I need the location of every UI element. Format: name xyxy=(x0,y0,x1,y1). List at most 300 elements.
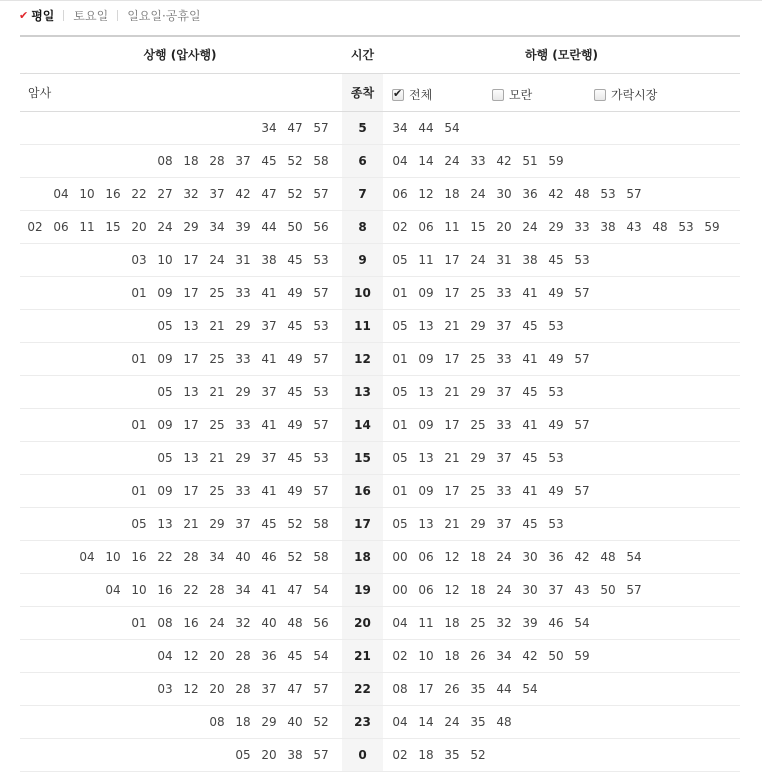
down-minute: 53 xyxy=(548,451,564,465)
up-minute: 12 xyxy=(183,682,199,696)
up-minute: 25 xyxy=(209,352,225,366)
top-divider xyxy=(0,0,762,1)
up-minute: 03 xyxy=(157,682,173,696)
filter-moran[interactable] xyxy=(492,86,532,103)
day-type-tabs xyxy=(19,6,201,24)
down-minute: 29 xyxy=(470,319,486,333)
up-departures xyxy=(20,673,334,705)
up-minute: 57 xyxy=(313,682,329,696)
down-minute: 48 xyxy=(574,187,590,201)
down-minute: 54 xyxy=(444,121,460,135)
hour-label: 8 xyxy=(342,211,383,243)
down-minute: 11 xyxy=(444,220,460,234)
down-direction-title: 하행 (모란행) xyxy=(524,48,599,62)
up-minute: 47 xyxy=(261,187,277,201)
up-minute: 09 xyxy=(157,418,173,432)
up-minute: 28 xyxy=(183,550,199,564)
up-minute: 46 xyxy=(261,550,277,564)
timetable-row xyxy=(20,178,740,211)
up-minute: 57 xyxy=(313,286,329,300)
down-minute: 37 xyxy=(548,583,564,597)
up-minute: 20 xyxy=(261,748,277,762)
down-minute: 24 xyxy=(496,550,512,564)
down-minute: 12 xyxy=(444,550,460,564)
tab-sunday-holiday[interactable] xyxy=(127,7,200,24)
down-minute: 49 xyxy=(548,484,564,498)
up-minute: 45 xyxy=(287,649,303,663)
up-minute: 32 xyxy=(235,616,251,630)
down-minute: 24 xyxy=(470,253,486,267)
down-minute: 14 xyxy=(418,154,434,168)
up-minute: 13 xyxy=(157,517,173,531)
up-minute: 03 xyxy=(131,253,147,267)
down-minute: 25 xyxy=(470,484,486,498)
up-departures xyxy=(20,178,334,210)
up-minute: 57 xyxy=(313,748,329,762)
up-minute: 17 xyxy=(183,352,199,366)
timetable-row xyxy=(20,277,740,310)
down-minute: 42 xyxy=(496,154,512,168)
up-minute: 37 xyxy=(209,187,225,201)
down-minute: 04 xyxy=(392,616,408,630)
up-minute: 29 xyxy=(209,517,225,531)
up-minute: 33 xyxy=(235,286,251,300)
down-minute: 36 xyxy=(522,187,538,201)
down-minute: 02 xyxy=(392,220,408,234)
hour-label: 9 xyxy=(342,244,383,276)
down-minute: 37 xyxy=(496,319,512,333)
up-minute: 37 xyxy=(261,682,277,696)
up-minute: 50 xyxy=(287,220,303,234)
down-minute: 43 xyxy=(574,583,590,597)
down-minute: 35 xyxy=(470,682,486,696)
up-minute: 17 xyxy=(183,253,199,267)
up-minute: 45 xyxy=(287,253,303,267)
up-minute: 34 xyxy=(235,583,251,597)
down-minute: 02 xyxy=(392,748,408,762)
station-filter-row xyxy=(20,74,740,112)
down-minute: 41 xyxy=(522,484,538,498)
up-minute: 11 xyxy=(79,220,95,234)
up-minute: 10 xyxy=(157,253,173,267)
down-minute: 34 xyxy=(392,121,408,135)
down-minute: 41 xyxy=(522,286,538,300)
up-minute: 05 xyxy=(157,319,173,333)
up-minute: 24 xyxy=(157,220,173,234)
up-minute: 57 xyxy=(313,121,329,135)
up-minute: 34 xyxy=(209,220,225,234)
up-minute: 32 xyxy=(183,187,199,201)
down-minute: 33 xyxy=(496,418,512,432)
down-minute: 17 xyxy=(444,418,460,432)
up-departures xyxy=(20,211,334,243)
hour-label: 22 xyxy=(342,673,383,705)
up-minute: 45 xyxy=(287,319,303,333)
down-minute: 54 xyxy=(626,550,642,564)
up-departures xyxy=(20,574,334,606)
down-minute: 01 xyxy=(392,286,408,300)
up-minute: 45 xyxy=(261,154,277,168)
timetable-row xyxy=(20,574,740,607)
down-minute: 04 xyxy=(392,154,408,168)
up-minute: 17 xyxy=(183,418,199,432)
up-station-label: 암사 xyxy=(28,86,52,100)
down-minute: 52 xyxy=(470,748,486,762)
up-minute: 53 xyxy=(313,319,329,333)
down-minute: 48 xyxy=(600,550,616,564)
down-minute: 25 xyxy=(470,352,486,366)
down-minute: 42 xyxy=(574,550,590,564)
down-minute: 41 xyxy=(522,418,538,432)
up-minute: 47 xyxy=(287,121,303,135)
down-minute: 08 xyxy=(392,682,408,696)
up-minute: 21 xyxy=(209,451,225,465)
checkbox-all[interactable] xyxy=(392,89,404,101)
up-minute: 42 xyxy=(235,187,251,201)
down-minute: 00 xyxy=(392,550,408,564)
down-minute: 21 xyxy=(444,451,460,465)
down-minute: 13 xyxy=(418,319,434,333)
up-minute: 57 xyxy=(313,484,329,498)
down-minute: 05 xyxy=(392,451,408,465)
down-minute: 24 xyxy=(496,583,512,597)
down-minute: 25 xyxy=(470,616,486,630)
down-minute: 09 xyxy=(418,484,434,498)
up-departures xyxy=(20,508,334,540)
up-minute: 04 xyxy=(157,649,173,663)
up-departures xyxy=(20,442,334,474)
down-minute: 49 xyxy=(548,352,564,366)
up-minute: 09 xyxy=(157,352,173,366)
checkbox-garak-market[interactable] xyxy=(594,89,606,101)
tab-separator xyxy=(117,10,118,21)
down-minute: 37 xyxy=(496,385,512,399)
up-minute: 04 xyxy=(105,583,121,597)
up-minute: 08 xyxy=(157,616,173,630)
up-minute: 38 xyxy=(261,253,277,267)
down-minute: 09 xyxy=(418,286,434,300)
hour-label: 11 xyxy=(342,310,383,342)
timetable-row xyxy=(20,442,740,475)
down-minute: 26 xyxy=(444,682,460,696)
up-minute: 53 xyxy=(313,253,329,267)
up-minute: 45 xyxy=(261,517,277,531)
down-minute: 14 xyxy=(418,715,434,729)
down-minute: 59 xyxy=(574,649,590,663)
timetable-row xyxy=(20,475,740,508)
hour-label: 13 xyxy=(342,376,383,408)
up-minute: 34 xyxy=(209,550,225,564)
up-minute: 49 xyxy=(287,352,303,366)
timetable-header xyxy=(20,37,740,74)
down-minute: 06 xyxy=(418,550,434,564)
up-minute: 37 xyxy=(261,385,277,399)
up-minute: 54 xyxy=(313,649,329,663)
up-minute: 38 xyxy=(287,748,303,762)
timetable-row xyxy=(20,112,740,145)
up-minute: 24 xyxy=(209,616,225,630)
hour-label: 21 xyxy=(342,640,383,672)
down-minute: 57 xyxy=(574,352,590,366)
hour-label: 12 xyxy=(342,343,383,375)
down-minute: 24 xyxy=(470,187,486,201)
hour-label: 20 xyxy=(342,607,383,639)
down-minute: 29 xyxy=(470,451,486,465)
down-minute: 53 xyxy=(574,253,590,267)
down-minute: 30 xyxy=(522,550,538,564)
down-minute: 54 xyxy=(574,616,590,630)
tab-sunday-holiday-label: 일요일·공휴일 xyxy=(127,8,201,23)
up-minute: 29 xyxy=(261,715,277,729)
up-minute: 58 xyxy=(313,154,329,168)
down-minute: 18 xyxy=(470,550,486,564)
down-minute: 17 xyxy=(444,286,460,300)
up-minute: 10 xyxy=(131,583,147,597)
down-minute: 53 xyxy=(548,517,564,531)
up-minute: 28 xyxy=(209,583,225,597)
up-minute: 06 xyxy=(53,220,69,234)
down-minute: 57 xyxy=(574,286,590,300)
timetable-row xyxy=(20,343,740,376)
up-minute: 20 xyxy=(209,649,225,663)
up-minute: 45 xyxy=(287,451,303,465)
up-minute: 13 xyxy=(183,451,199,465)
down-minute: 00 xyxy=(392,583,408,597)
down-minute: 42 xyxy=(548,187,564,201)
down-minute: 33 xyxy=(496,484,512,498)
down-minute: 49 xyxy=(548,418,564,432)
hour-label: 15 xyxy=(342,442,383,474)
hour-label: 10 xyxy=(342,277,383,309)
terminal-label: 종착 xyxy=(342,74,383,111)
down-minute: 33 xyxy=(574,220,590,234)
up-minute: 48 xyxy=(287,616,303,630)
up-minute: 01 xyxy=(131,616,147,630)
up-minute: 47 xyxy=(287,682,303,696)
down-minute: 18 xyxy=(444,187,460,201)
up-departures xyxy=(20,310,334,342)
down-minute: 41 xyxy=(522,352,538,366)
down-minute: 44 xyxy=(418,121,434,135)
down-minute: 57 xyxy=(574,418,590,432)
up-minute: 39 xyxy=(235,220,251,234)
up-minute: 05 xyxy=(131,517,147,531)
down-minute: 53 xyxy=(600,187,616,201)
down-minute: 57 xyxy=(626,187,642,201)
up-minute: 52 xyxy=(313,715,329,729)
down-minute: 06 xyxy=(392,187,408,201)
up-minute: 29 xyxy=(183,220,199,234)
up-minute: 31 xyxy=(235,253,251,267)
up-minute: 41 xyxy=(261,418,277,432)
down-minute: 49 xyxy=(548,286,564,300)
hour-label: 6 xyxy=(342,145,383,177)
up-minute: 15 xyxy=(105,220,121,234)
up-minute: 09 xyxy=(157,286,173,300)
up-minute: 41 xyxy=(261,352,277,366)
down-minute: 39 xyxy=(522,616,538,630)
up-minute: 41 xyxy=(261,484,277,498)
timetable-row xyxy=(20,607,740,640)
up-minute: 37 xyxy=(261,319,277,333)
down-minute: 13 xyxy=(418,517,434,531)
down-minute: 53 xyxy=(548,385,564,399)
up-minute: 05 xyxy=(157,451,173,465)
up-minute: 05 xyxy=(235,748,251,762)
down-minute: 37 xyxy=(496,451,512,465)
down-minute: 15 xyxy=(470,220,486,234)
down-minute: 30 xyxy=(496,187,512,201)
down-minute: 29 xyxy=(470,517,486,531)
tab-weekday[interactable] xyxy=(19,7,54,24)
up-minute: 04 xyxy=(79,550,95,564)
up-minute: 28 xyxy=(235,649,251,663)
down-minute: 42 xyxy=(522,649,538,663)
down-minute: 20 xyxy=(496,220,512,234)
up-minute: 56 xyxy=(313,220,329,234)
up-minute: 21 xyxy=(183,517,199,531)
timetable-row xyxy=(20,376,740,409)
up-minute: 25 xyxy=(209,418,225,432)
up-minute: 20 xyxy=(131,220,147,234)
down-minute: 05 xyxy=(392,517,408,531)
time-column-title: 시간 xyxy=(350,48,375,62)
down-minute: 11 xyxy=(418,253,434,267)
up-minute: 52 xyxy=(287,187,303,201)
checkbox-moran[interactable] xyxy=(492,89,504,101)
down-minute: 05 xyxy=(392,319,408,333)
up-departures xyxy=(20,475,334,507)
up-minute: 37 xyxy=(235,154,251,168)
up-minute: 52 xyxy=(287,154,303,168)
up-departures xyxy=(20,640,334,672)
up-minute: 21 xyxy=(209,385,225,399)
down-minute: 18 xyxy=(444,616,460,630)
up-minute: 58 xyxy=(313,550,329,564)
down-minute: 38 xyxy=(600,220,616,234)
down-minute: 50 xyxy=(600,583,616,597)
up-departures xyxy=(20,145,334,177)
down-minute: 46 xyxy=(548,616,564,630)
up-departures xyxy=(20,607,334,639)
hour-label: 18 xyxy=(342,541,383,573)
timetable-row xyxy=(20,409,740,442)
up-minute: 17 xyxy=(183,484,199,498)
up-minute: 08 xyxy=(209,715,225,729)
filter-all[interactable] xyxy=(392,86,432,103)
down-minute: 32 xyxy=(496,616,512,630)
down-minute: 57 xyxy=(574,484,590,498)
down-minute: 24 xyxy=(522,220,538,234)
up-minute: 52 xyxy=(287,517,303,531)
timetable xyxy=(20,35,740,772)
up-minute: 25 xyxy=(209,286,225,300)
down-minute: 26 xyxy=(470,649,486,663)
up-minute: 02 xyxy=(27,220,43,234)
up-minute: 58 xyxy=(313,517,329,531)
down-minute: 21 xyxy=(444,319,460,333)
up-departures xyxy=(20,277,334,309)
down-minute: 13 xyxy=(418,385,434,399)
up-minute: 21 xyxy=(209,319,225,333)
down-minute: 45 xyxy=(522,517,538,531)
up-minute: 40 xyxy=(235,550,251,564)
up-departures xyxy=(20,244,334,276)
up-minute: 01 xyxy=(131,352,147,366)
down-minute: 33 xyxy=(496,286,512,300)
timetable-row xyxy=(20,673,740,706)
up-minute: 36 xyxy=(261,649,277,663)
up-direction-title: 상행 (압사행) xyxy=(143,48,217,62)
up-minute: 01 xyxy=(131,418,147,432)
tab-saturday[interactable] xyxy=(73,7,108,24)
up-departures xyxy=(20,706,334,738)
filter-garak-market[interactable] xyxy=(594,86,657,103)
up-minute: 45 xyxy=(287,385,303,399)
down-minute: 18 xyxy=(470,583,486,597)
up-minute: 20 xyxy=(209,682,225,696)
up-minute: 16 xyxy=(131,550,147,564)
filter-garak-market-label: 가락시장 xyxy=(611,88,658,102)
down-minute: 51 xyxy=(522,154,538,168)
timetable-row xyxy=(20,244,740,277)
hour-label: 23 xyxy=(342,706,383,738)
down-minute: 37 xyxy=(496,517,512,531)
filter-moran-label: 모란 xyxy=(509,88,533,102)
down-minute: 24 xyxy=(444,154,460,168)
up-minute: 52 xyxy=(287,550,303,564)
tab-separator xyxy=(63,10,64,21)
up-minute: 08 xyxy=(157,154,173,168)
down-minute: 33 xyxy=(470,154,486,168)
down-minute: 06 xyxy=(418,220,434,234)
up-minute: 49 xyxy=(287,418,303,432)
down-minute: 17 xyxy=(444,484,460,498)
timetable-row xyxy=(20,541,740,574)
up-minute: 22 xyxy=(157,550,173,564)
down-minute: 35 xyxy=(444,748,460,762)
timetable-row xyxy=(20,739,740,772)
hour-label: 17 xyxy=(342,508,383,540)
down-minute: 34 xyxy=(496,649,512,663)
up-minute: 57 xyxy=(313,418,329,432)
timetable-row xyxy=(20,145,740,178)
down-minute: 45 xyxy=(522,319,538,333)
timetable-row xyxy=(20,310,740,343)
up-minute: 49 xyxy=(287,286,303,300)
up-minute: 40 xyxy=(287,715,303,729)
down-minute: 01 xyxy=(392,418,408,432)
down-minute: 06 xyxy=(418,583,434,597)
down-minute: 59 xyxy=(704,220,720,234)
down-minute: 17 xyxy=(418,682,434,696)
up-minute: 27 xyxy=(157,187,173,201)
up-minute: 53 xyxy=(313,385,329,399)
down-minute: 35 xyxy=(470,715,486,729)
up-departures xyxy=(20,112,334,144)
down-minute: 24 xyxy=(444,715,460,729)
down-minute: 57 xyxy=(626,583,642,597)
up-minute: 44 xyxy=(261,220,277,234)
up-minute: 16 xyxy=(183,616,199,630)
hour-label: 19 xyxy=(342,574,383,606)
up-minute: 29 xyxy=(235,385,251,399)
checkmark-icon: ✔ xyxy=(19,8,29,22)
down-minute: 04 xyxy=(392,715,408,729)
hour-label: 16 xyxy=(342,475,383,507)
up-minute: 18 xyxy=(235,715,251,729)
down-minute: 12 xyxy=(444,583,460,597)
